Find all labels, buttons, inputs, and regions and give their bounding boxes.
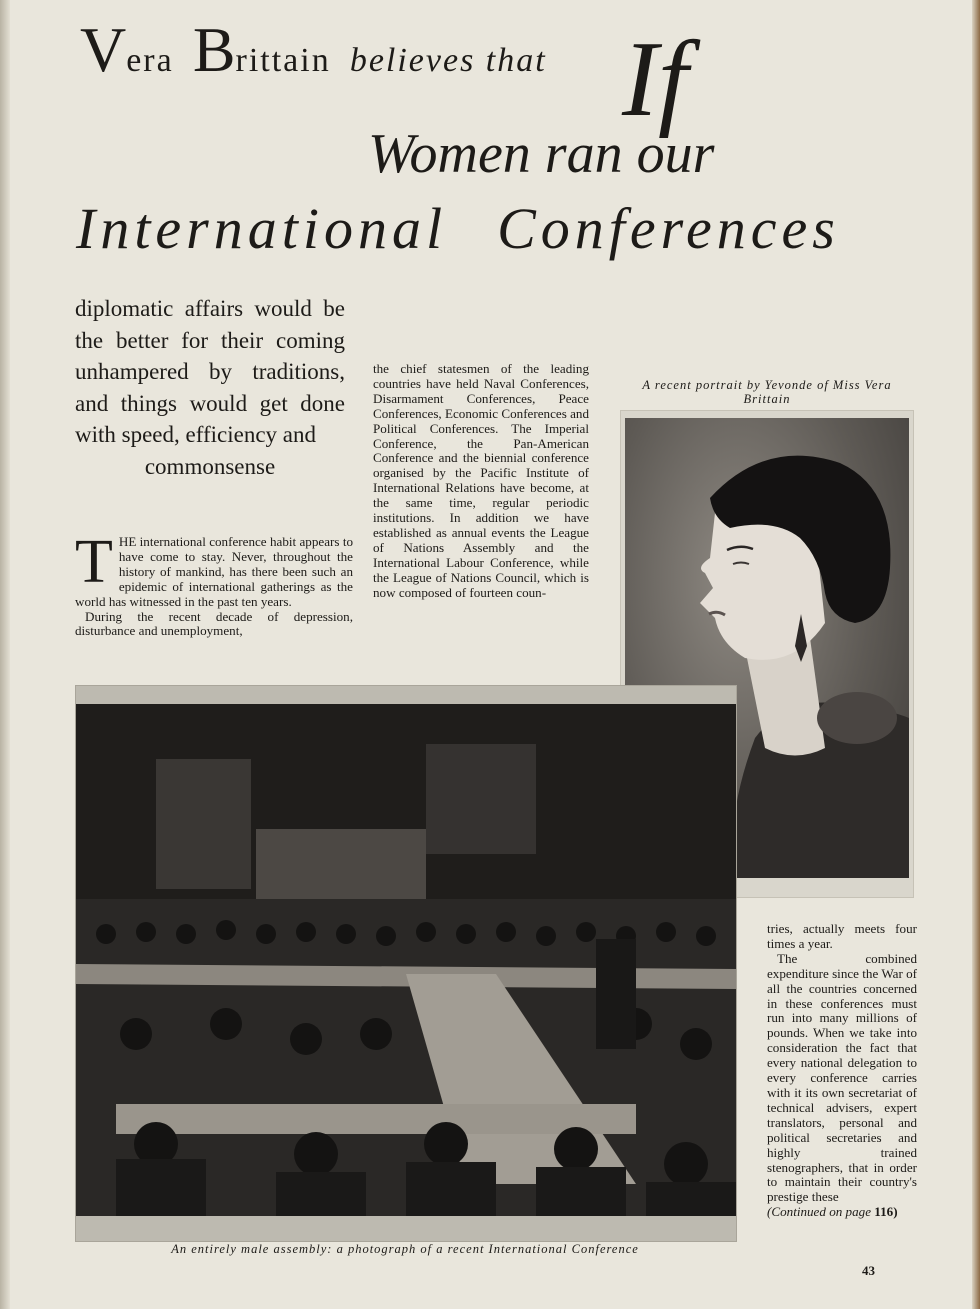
column3-paragraph-1: tries, actually meets four times a year.: [767, 921, 917, 951]
page-number: 43: [862, 1263, 875, 1278]
continued-note: [767, 1205, 917, 1220]
headline-believes: believes that: [349, 42, 547, 79]
headline-name-first-initial: V: [80, 14, 127, 85]
conference-photo-caption: An entirely male assembly: a photograph of a recent International Conference: [171, 1242, 639, 1256]
headline-line-1: [80, 14, 547, 98]
portrait-caption: A recent portrait by Yevonde of Miss Vera Brittain: [642, 378, 892, 406]
standfirst: [75, 293, 345, 482]
column1-paragraph-2: During the recent decade of depression, disturbance and unemployment,: [75, 608, 353, 639]
column2-paragraph-1: the chief statesmen of the leading countries have held Naval Conferences, Disarmament Conferences, Peace Conferences, Economic Conferences and Political Conferences. The Imperial Conference, the Pan-American Conference and the biennial conference organised by the Pacific Institute of International Relations have become, at the same time, regular periodic institutions. In addition we have established as annual events the League of Nations Assembly and the International Labour Conference, while the League of Nations Council, which is now composed of fourteen coun-: [373, 361, 589, 600]
conference-photo: [75, 685, 737, 1242]
headline-international: International: [76, 196, 448, 261]
headline-line-3: [76, 196, 840, 261]
headline-conferences: Conferences: [497, 196, 840, 261]
page-edge-right: [972, 0, 980, 1309]
article-column-2: [373, 362, 589, 601]
headline-line-2: Women ran our: [368, 123, 715, 185]
standfirst-last: commonsense: [144, 453, 276, 479]
standfirst-main: diplomatic affairs would be the better for their coming unhampered by traditions, and things would get done with speed, efficiency and: [75, 296, 345, 447]
headline-name-last-initial: B: [192, 14, 236, 85]
article-column-3: [767, 922, 917, 1220]
headline-name-last-rest: rittain: [235, 42, 331, 79]
page-edge-left: [0, 0, 10, 1309]
conference-image: [76, 704, 736, 1216]
headline-if: If: [622, 20, 688, 139]
column3-paragraph-2: The combined expenditure since the War of all the countries concerned in these conferences must run into many millions of pounds. When we take into consideration the fact that every national delegation to every conference carries with it its own secretariat of technical advisers, expert translators, personal and political secretaries and highly trained stenographers, that in order to maintain their country's prestige these: [767, 950, 917, 1205]
drop-cap: T: [75, 528, 113, 596]
article-column-1: [75, 528, 353, 639]
continued-page: 116): [874, 1204, 898, 1220]
headline-name-first-rest: era: [126, 42, 174, 79]
column1-paragraph-1: HE international conference habit appears to have come to stay. Never, throughout the history of mankind, has there been such an epidemic of international gatherings as the world has witnessed in the past ten years.: [75, 534, 353, 609]
continued-label: (Continued on page: [767, 1204, 872, 1220]
